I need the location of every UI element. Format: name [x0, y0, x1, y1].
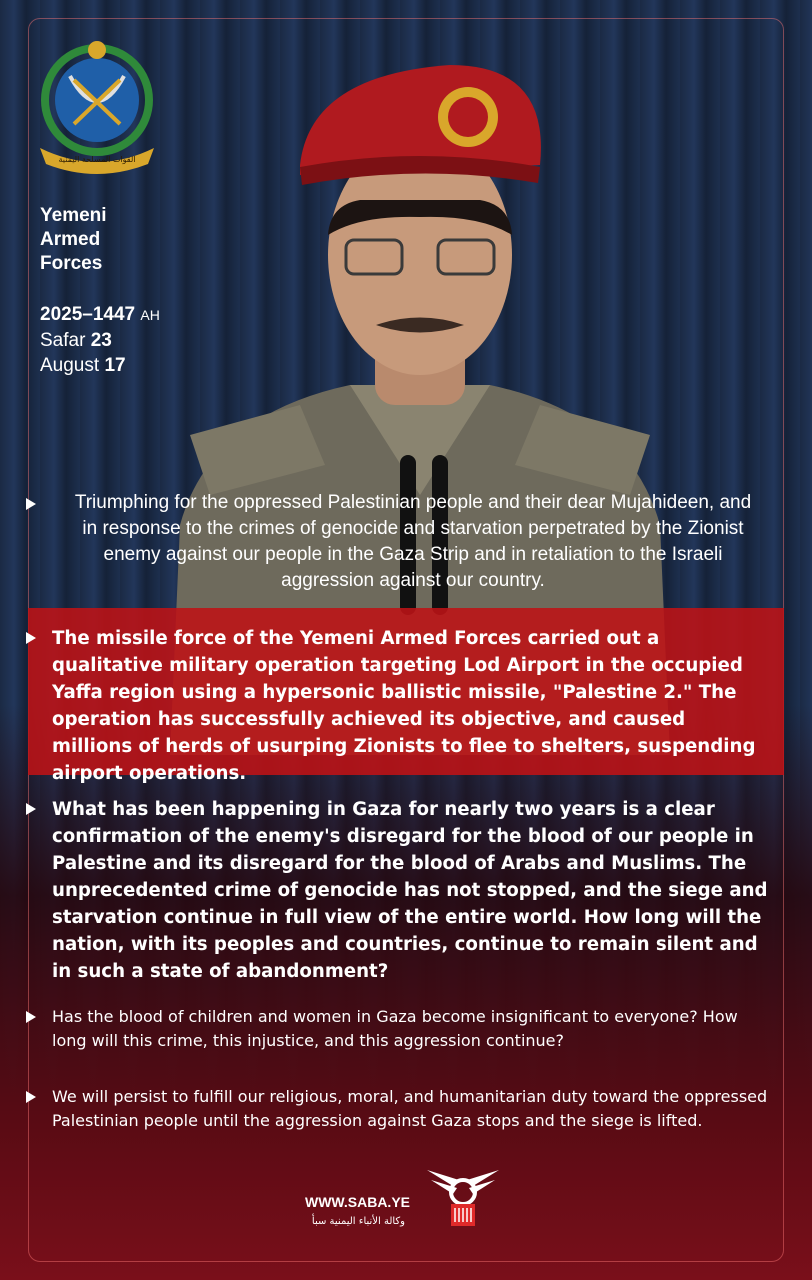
org-title: Yemeni Armed Forces — [40, 205, 107, 274]
triangle-bullet-icon — [26, 1091, 36, 1103]
sidebar — [40, 204, 160, 378]
triangle-bullet-icon — [26, 803, 36, 815]
triangle-bullet-icon — [26, 1011, 36, 1023]
svg-text:القوات المسلحة اليمنية: القوات المسلحة اليمنية — [58, 155, 136, 164]
triangle-bullet-icon — [26, 632, 36, 644]
site-url[interactable]: WWW.SABA.YE — [305, 1194, 410, 1210]
statement-4: Has the blood of children and women in Gaza become insignificant to everyone? How long will this crime, this injustice, and this aggression continue? — [52, 1005, 768, 1053]
armed-forces-emblem — [34, 36, 160, 176]
statement-5: We will persist to fulfill our religious, moral, and humanitarian duty toward the oppressed Palestinian people until the aggression against Gaza stops and the siege is lifted. — [52, 1085, 768, 1133]
saba-logo-icon — [423, 1160, 503, 1230]
statement-1: Triumphing for the oppressed Palestinian people and their dear Mujahideen, and in response to the crimes of genocide and starvation perpetrated by the Zionist enemy against our people in the Gaza Strip and in retaliation to the Israeli aggression against our country. — [68, 490, 758, 594]
statement-3: What has been happening in Gaza for nearly two years is a clear confirmation of the enemy's disregard for the blood of our people in Palestine and its disregard for the blood of Arabs and Muslims. The unprecedented crime of genocide has not stopped, and the siege and starvation continue in full view of the entire world. How long will the nation, with its peoples and countries, continue to remain silent and in such a state of abandonment? — [52, 796, 768, 985]
footer — [305, 1160, 525, 1230]
triangle-bullet-icon — [26, 498, 36, 510]
agency-name: وكالة الأنباء اليمنية سبأ — [311, 1216, 405, 1227]
statement-2: The missile force of the Yemeni Armed Forces carried out a qualitative military operation targeting Lod Airport in the occupied Yaffa region using a hypersonic ballistic missile, "Palestine 2." The operation has successfully achieved its objective, and caused millions of herds of usurping Zionists to flee to shelters, suspending airport operations. — [52, 625, 768, 787]
date-block: 2025–1447 AH Safar 23 August 17 — [40, 304, 160, 376]
